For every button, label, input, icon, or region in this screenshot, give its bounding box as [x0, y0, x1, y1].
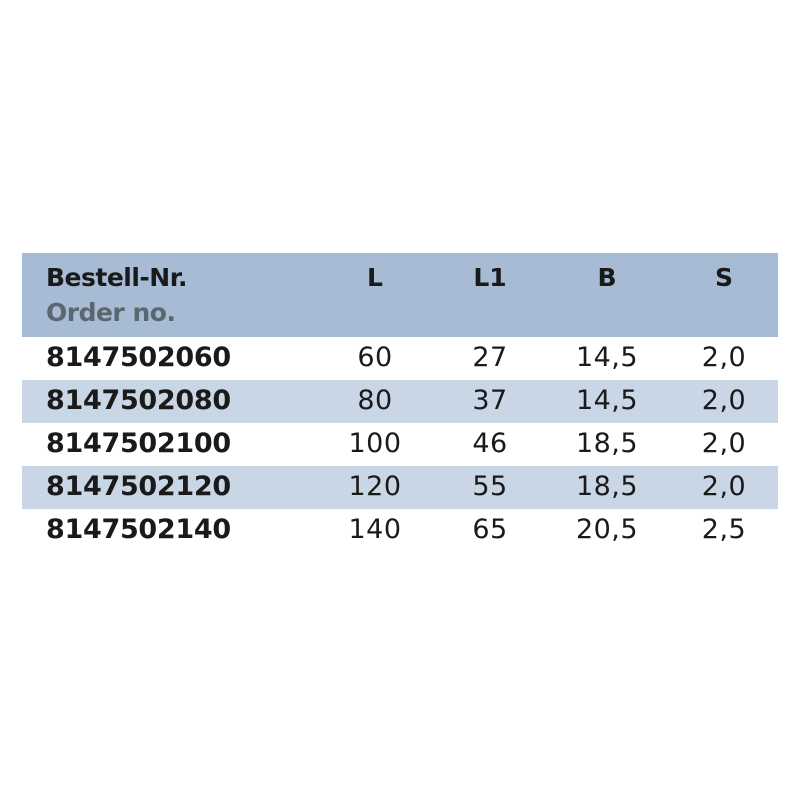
cell-L1: 55 — [472, 471, 508, 502]
cell-B: 20,5 — [575, 514, 639, 545]
cell-S: 2,0 — [701, 385, 747, 416]
cell-L: 120 — [348, 471, 402, 502]
cell-B: 18,5 — [575, 428, 639, 459]
header-order-number-en: Order no. — [46, 298, 176, 327]
cell-L1: 46 — [472, 428, 508, 459]
cell-S: 2,0 — [701, 342, 747, 373]
header-col-S: S — [714, 263, 733, 292]
order-number-cell: 8147502100 — [46, 428, 231, 459]
cell-L: 100 — [348, 428, 402, 459]
cell-L1: 65 — [472, 514, 508, 545]
header-col-B: B — [597, 263, 617, 292]
spec-table — [22, 253, 778, 552]
cell-S: 2,0 — [701, 471, 747, 502]
cell-S: 2,0 — [701, 428, 747, 459]
table-row — [22, 380, 778, 423]
table-header — [22, 253, 778, 337]
order-number-cell: 8147502140 — [46, 514, 231, 545]
order-number-cell: 8147502120 — [46, 471, 231, 502]
table-row — [22, 423, 778, 466]
cell-B: 18,5 — [575, 471, 639, 502]
cell-L: 80 — [357, 385, 393, 416]
table-row — [22, 509, 778, 552]
order-number-cell: 8147502060 — [46, 342, 231, 373]
order-number-cell: 8147502080 — [46, 385, 231, 416]
cell-L: 140 — [348, 514, 402, 545]
cell-L1: 27 — [472, 342, 508, 373]
table-row — [22, 337, 778, 380]
cell-B: 14,5 — [575, 342, 639, 373]
cell-L1: 37 — [472, 385, 508, 416]
header-col-L1: L1 — [473, 263, 507, 292]
cell-L: 60 — [357, 342, 393, 373]
cell-B: 14,5 — [575, 385, 639, 416]
cell-S: 2,5 — [701, 514, 747, 545]
table-row — [22, 466, 778, 509]
header-order-number-de: Bestell-Nr. — [46, 263, 187, 292]
header-col-L: L — [367, 263, 383, 292]
